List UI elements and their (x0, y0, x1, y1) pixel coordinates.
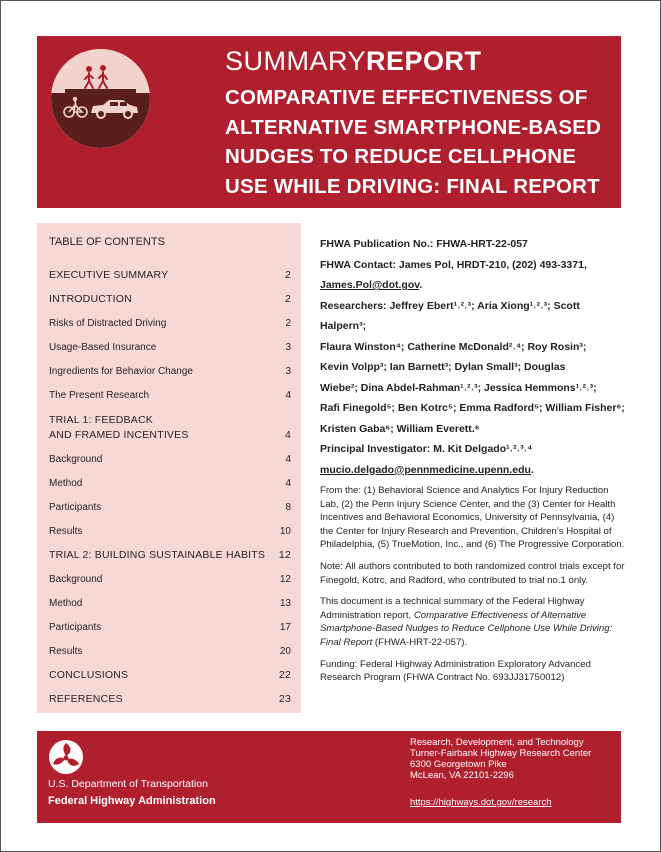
footer-banner (37, 731, 621, 823)
address-line: Research, Development, and Technology (410, 737, 584, 748)
toc-entry[interactable] (49, 283, 291, 307)
toc-entry-label: REFERENCES (49, 693, 123, 705)
publication-info (320, 234, 625, 685)
toc-entry-label: Method (49, 598, 83, 609)
toc-entry-page: 2 (284, 293, 291, 305)
address-block (410, 737, 591, 781)
toc-entry[interactable] (49, 659, 291, 683)
toc-entry-label: Risks of Distracted Driving (49, 318, 167, 329)
toc-entry[interactable] (49, 379, 291, 403)
toc-entry[interactable] (49, 331, 291, 355)
toc-list (49, 259, 291, 707)
toc-entry-page: 12 (278, 549, 291, 561)
toc-entry-page: 4 (285, 454, 291, 465)
toc-entry-label: Method (49, 478, 83, 489)
pi-email-end: . (530, 463, 534, 476)
report-title-italic: Comparative Effectiveness of Alternative Smartphone-Based Nudges to Reduce Cellphone Use While Driving: Final Report (320, 609, 613, 648)
toc-entry[interactable] (49, 259, 291, 283)
toc-entry-page: 22 (278, 669, 291, 681)
toc-entry-page: 2 (285, 318, 291, 329)
toc-entry-label: CONCLUSIONS (49, 669, 129, 681)
contact-line: FHWA Contact: James Pol, HRDT-210, (202) 493-3371, (320, 258, 587, 271)
principal-investigator: Principal Investigator: M. Kit Delgado¹˒²˒³˒⁴ (320, 443, 533, 455)
toc-entry-page: 4 (284, 429, 291, 441)
summary-text-start: This document is a technical summary of the Federal Highway Administration report, (320, 596, 585, 621)
toc-entry-page: 13 (279, 598, 291, 609)
toc-entry-page: 3 (285, 342, 291, 353)
toc-entry[interactable] (49, 515, 291, 539)
header-banner (37, 36, 621, 208)
toc-entry[interactable] (49, 307, 291, 331)
toc-entry-page: 20 (279, 646, 291, 657)
researchers-line: Rafi Finegold⁵; Ben Kotrc⁵; Emma Radford⁵; William Fisher⁶; (320, 402, 625, 414)
summary-text-end: (FHWA-HRT-22-057). (372, 636, 468, 648)
toc-entry-page: 10 (279, 526, 291, 537)
toc-entry-label: Participants (49, 622, 102, 633)
researchers-line: Flaura Winston⁴; Catherine McDonald²˒⁴; Roy Rosin³; (320, 340, 587, 353)
research-website-link[interactable]: https://highways.dot.gov/research (410, 797, 552, 808)
researchers-line: Wiebe²; Dina Abdel-Rahman¹˒²˒³; Jessica Hemmons¹˒²˒³; (320, 381, 597, 394)
toc-entry-page: 8 (285, 502, 291, 513)
toc-entry-label: Results (49, 646, 83, 657)
authorship-note: Note: All authors contributed to both randomized control trials except for Finegold, Kotrc, and Radford, who contributed to trial no.1 only. (320, 560, 625, 586)
contact-email-link[interactable]: James.Pol@dot.gov (320, 279, 420, 291)
toc-entry[interactable] (49, 491, 291, 515)
summary-paragraph (320, 595, 625, 649)
report-title: COMPARATIVE EFFECTIVENESS OF ALTERNATIVE SMARTPHONE-BASED NUDGES TO REDUCE CELLPHONE USE WHILE DRIVING: FINAL REPORT (225, 86, 602, 198)
pedestrians-bicycle-car-icon (51, 49, 150, 148)
toc-entry[interactable] (49, 539, 291, 563)
report-type-light: SUMMARY (225, 46, 367, 76)
toc-entry[interactable] (49, 683, 291, 707)
toc-entry[interactable] (49, 467, 291, 491)
toc-entry[interactable] (49, 563, 291, 587)
pi-email-line (320, 460, 625, 481)
toc-heading: TABLE OF CONTENTS (49, 236, 165, 248)
toc-entry-label: The Present Research (49, 390, 150, 401)
publication-number: FHWA Publication No.: FHWA-HRT-22-057 (320, 238, 528, 250)
fhwa-name: Federal Highway Administration (48, 795, 216, 807)
toc-entry-label: Usage-Based Insurance (49, 342, 157, 353)
affiliations-paragraph: From the: (1) Behavioral Science and Analytics For Injury Reduction Lab, (2) the Penn Injury Science Center, and the (3) Center for Health Incentives and Behavioral Economics, University of Pennsylvania, (4) the Center for Injury Research and Prevention, Children’s Hospital of Philadelphia, (5) TrueMotion, Inc., and (6) The Progressive Corporation. (320, 485, 625, 551)
toc-entry[interactable] (49, 403, 291, 443)
contact-email-line (320, 275, 625, 296)
toc-entry-page: 3 (285, 366, 291, 377)
researchers-line: Kevin Volpp³; Ian Barnett³; Dylan Small³; Douglas (320, 361, 566, 373)
dot-name: U.S. Department of Transportation (48, 778, 208, 790)
toc-entry[interactable] (49, 587, 291, 611)
toc-entry-label: Participants (49, 502, 102, 513)
address-line: 6300 Georgetown Pike (410, 759, 507, 770)
dot-triskelion-icon (48, 739, 84, 775)
report-type-bold: REPORT (366, 46, 482, 76)
address-line: Turner-Fairbank Highway Research Center (410, 748, 592, 759)
toc-entry-page: 12 (279, 574, 291, 585)
toc-entry-page: 23 (278, 693, 291, 705)
toc-entry-label: TRIAL 2: BUILDING SUSTAINABLE HABITS (49, 549, 266, 561)
toc-entry-label: TRIAL 1: FEEDBACK AND FRAMED INCENTIVES (49, 414, 189, 441)
pi-email-link[interactable]: mucio.delgado@pennmedicine.upenn.edu (320, 463, 531, 476)
funding-paragraph: Funding: Federal Highway Administration Exploratory Advanced Research Program (FHWA Contract No. 693JJ31750012) (320, 658, 591, 684)
toc-entry-label: Results (49, 526, 83, 537)
contact-email-end: . (419, 279, 423, 291)
researchers-line: Kristen Gaba⁶; William Everett.⁶ (320, 422, 480, 435)
report-type-label (225, 46, 482, 77)
toc-entry[interactable] (49, 355, 291, 379)
toc-entry-page: 4 (285, 390, 291, 401)
address-line: McLean, VA 22101-2296 (410, 770, 514, 781)
toc-entry-label: EXECUTIVE SUMMARY (49, 269, 169, 281)
table-of-contents (37, 223, 301, 713)
toc-entry[interactable] (49, 443, 291, 467)
toc-entry-label: INTRODUCTION (49, 293, 132, 305)
toc-entry[interactable] (49, 611, 291, 635)
toc-entry-page: 4 (285, 478, 291, 489)
toc-entry-page: 2 (284, 269, 291, 281)
toc-entry-label: Background (49, 574, 103, 585)
toc-entry-label: Ingredients for Behavior Change (49, 366, 193, 377)
toc-entry-label: Background (49, 454, 103, 465)
toc-entry[interactable] (49, 635, 291, 659)
toc-entry-page: 17 (279, 622, 291, 633)
researchers-line: Researchers: Jeffrey Ebert¹˒²˒³; Aria Xiong¹˒²˒³; Scott Halpern³; (320, 299, 580, 332)
